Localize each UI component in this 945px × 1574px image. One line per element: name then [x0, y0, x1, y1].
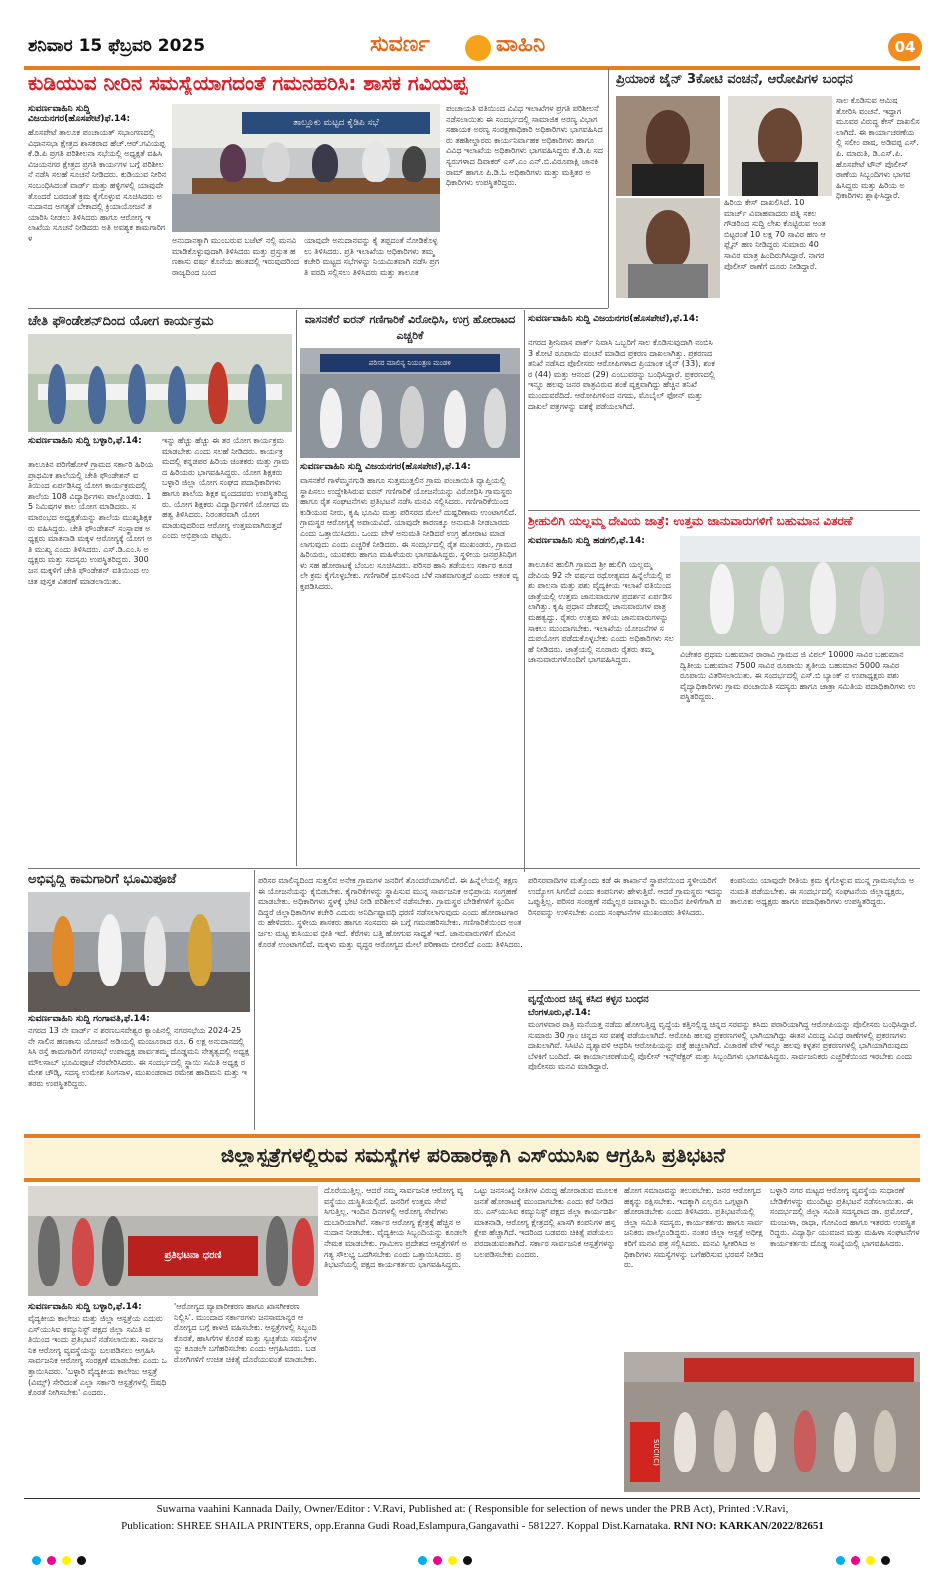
section-divider: [28, 308, 608, 309]
yellow-mark: [448, 1556, 457, 1565]
story1-headline: ಕುಡಿಯುವ ನೀರಿನ ಸಮಸ್ಯೆಯಾಗದಂತೆ ಗಮನಹರಿಸಿ: ಶಾಸಕ ಗವಿಯಪ್ಪ: [28, 71, 468, 95]
official-figure: [710, 564, 734, 634]
story7-photo: [28, 892, 250, 1012]
meeting-banner: ತಾಲ್ಲೂಕು ಮಟ್ಟದ ಕೈಡಿಪಿ ಸಭೆ: [242, 112, 430, 134]
story1-photo: [172, 104, 440, 232]
story10-photo-left: [28, 1186, 318, 1296]
story6-col1: ತಾಲೂಕಿನ ಹುಲಿಗಿ ಗ್ರಾಮದ ಶ್ರೀ ಹುಲಿಗಿ ಯಲ್ಲಮ್ಮ ದೇವಿಯ 92 ನೇ ವರ್ಷದ ರಥೋತ್ಸವದ ಹಿನ್ನೆಲೆಯಲ್ಲಿ ಪಶು ಪಾಲನಾ ಮತ್ತು ಪಶು ವೈದ್ಯಕೀಯ ಇಲಾಖೆ ವತಿಯಿಂದ ಜಾತ್ರೆಯಲ್ಲಿ ಉತ್ತಮ ಜಾನುವಾರುಗಳ ಪ್ರದರ್ಶನ ಏರ್ಪಡಿಸಲಾಗಿತ್ತು. ಕೃಷಿ ಪ್ರಧಾನ ದೇಶದಲ್ಲಿ ಜಾನುವಾರುಗಳ ಪಾತ್ರ ಮಹತ್ವದ್ದು. ರೈತರು ಉತ್ತಮ ತಳಿಯ ಜಾನುವಾರುಗಳನ್ನು ಸಾಕಲು ಮುಂದಾಗಬೇಕು. ಇಲಾಖೆಯ ಯೋಜನೆಗಳ ಸದುಪಯೋಗ ಪಡೆದುಕೊಳ್ಳಬೇಕು ಎಂದು ಅಧಿಕಾರಿಗಳು ಸಲಹೆ ನೀಡಿದರು. ಜಾತ್ರೆಯಲ್ಲಿ ನೂರಾರು ರೈತರು ತಮ್ಮ ಜಾನುವಾರುಗಳೊಂದಿಗೆ ಭಾಗವಹಿಸಿದ್ದರು.: [528, 560, 674, 665]
cmyk-marks-left: [32, 1556, 122, 1566]
story10-col1: ವೈದ್ಯಕೀಯ ಕಾಲೇಜು ಮತ್ತು ಜಿಲ್ಲಾ ಆಸ್ಪತ್ರೆಯ ಎದುರು ಎಸ್‌ಯುಸಿಐ ಕಮ್ಯುನಿಸ್ಟ್ ಪಕ್ಷದ ಜಿಲ್ಲಾ ಸಮಿತಿ ವತಿಯಿಂದ ಇಂದು ಪ್ರತಿಭಟನೆ ನಡೆಸಲಾಯಿತು. ಸಾರ್ವಜನಿಕ ಆರೋಗ್ಯ ವ್ಯವಸ್ಥೆಯನ್ನು ಬಲಪಡಿಸಲು ಆಗ್ರಹಿಸಿ ಸಾರ್ವಜನಿಕ ಆರೋಗ್ಯ ಸಂರಕ್ಷಣೆ ಮಾಡಬೇಕು ಎಂದು ಒತ್ತಾಯಿಸಿದರು. 'ಬಳ್ಳಾರಿ ವೈದ್ಯಕೀಯ ಕಾಲೇಜು ಆಸ್ಪತ್ರೆ (ವಿಮ್ಸ್) ಸೇರಿದಂತೆ ಎಲ್ಲಾ ಸರ್ಕಾರಿ ಆಸ್ಪತ್ರೆಗಳಲ್ಲಿ ಔಷಧಿ ಕೊರತೆ ನೀಗಿಸಬೇಕು' ಎಂದರು.: [28, 1314, 167, 1398]
protester-figure: [754, 1412, 776, 1472]
story8-col2: ಪರಿಸರವಾದಿಗಳ ಮತ್ತೊಂದು ಕಡೆ ಈ ಕಾರ್ಖಾನೆ ಸ್ಥಾಪನೆಯಿಂದ ಸ್ಥಳೀಯರಿಗೆ ಉದ್ಯೋಗ ಸಿಗಲಿದೆ ಎಂದು ಕಂಪನಿಗಳು ಹೇಳುತ್ತಿವೆ. ಆದರೆ ಗ್ರಾಮಸ್ಥರು ಇದನ್ನು ಒಪ್ಪುತ್ತಿಲ್ಲ. ಪರಿಸರ ಸಂರಕ್ಷಣೆ ನಮ್ಮೆಲ್ಲರ ಜವಾಬ್ದಾರಿ. ಮುಂದಿನ ಪೀಳಿಗೆಗಾಗಿ ಪರಿಸರವನ್ನು ಉಳಿಸಬೇಕು ಎಂದು ಸಂಘಟನೆಗಳ ಮುಖಂಡರು ತಿಳಿಸಿದರು.: [528, 876, 724, 917]
issue-date: ಶನಿವಾರ 15 ಫೆಬ್ರವರಿ 2025: [28, 36, 206, 56]
protester-figure: [360, 390, 382, 448]
story4-headline: ವಾಸನಕೆರೆ ಐರನ್ ಗಣಿಗಾರಿಕೆ ವಿರೋಧಿಸಿ, ಉಗ್ರ ಹೋರಾಟದ ಎಚ್ಚರಿಕೆ: [304, 313, 516, 342]
protester-figure: [320, 388, 342, 448]
story1-col4: ಪಂಚಾಯತಿ ವತಿಯಿಂದ ವಿವಿಧ ಇಲಾಖೆಗಳ ಪ್ರಗತಿ ಪರಿಶೀಲನೆ ನಡೆಸಲಾಯಿತು ಈ ಸಂದರ್ಭದಲ್ಲಿ ಸಾಮಾಜಿಕ ಅರಣ್ಯ ವಿಭಾಗ ಸಹಾಯಕ ಅರಣ್ಯ ಸಂರಕ್ಷಣಾಧಿಕಾರಿ ಅಧಿಕಾರಿಗಳು ಭಾಗವಹಿಸಿದರು ತಹಶೀಲ್ದಾರರು ಕಾರ್ಯನಿರ್ವಾಹಕ ಅಧಿಕಾರಿಗಳು ಹಾಗೂ ವಿವಿಧ ಇಲಾಖೆಯ ಅಧಿಕಾರಿಗಳು ಭಾಗವಹಿಸಿದ್ದರು ಕೆ.ಡಿ.ಪಿ ಸದಸ್ಯರುಗಳಾದ ದಿವಾಕರ್ ಎಸ್.ಎಂ ಎನ್.ಬಿ.ವಿರೂಪಾಕ್ಷಿ ಜಾನಕಿ ರಾಮ್ ಹಾಗೂ ಪಿ.ಡಿ.ಓ ಅಧಿಕಾರಿಗಳು ಮತ್ತು ಮತ್ತಿತರ ಅಧಿಕಾರಿಗಳು ಉಪಸ್ಥಿತರಿದ್ದರು.: [446, 104, 603, 188]
story1-col2: ಅನುದಾನಕ್ಕಾಗಿ ಮುಂಬರುವ ಬಜೆಟ್ ನಲ್ಲಿ ಮನವಿ ಮಾಡಿಕೊಳ್ಳುವುದಾಗಿ ತಿಳಿಸಿದರು ಮತ್ತು ಪ್ರಸ್ತುತ ಹಣಕಾಸು ವರ್ಷ ಕೊನೆಯ ಹಂತದಲ್ಲಿ ಇರುವುದರಿಂದ ರಾಜ್ಯದಿಂದ ಬಂದ: [172, 236, 300, 277]
cyan-mark: [418, 1556, 427, 1565]
story7-body: ನಗರದ 13 ನೇ ವಾರ್ಡ್ ನ ಶರಣಬಸವೇಶ್ವರ ಕ್ಯಾಂಪಿನಲ್ಲಿ ನಗರಸಭೆಯ 2024-25 ನೇ ಸಾಲಿನ ಹಣಕಾಸು ಯೋಜನೆ ಅಡಿಯಲ್ಲಿ ಮಂಜೂರಾದ ರೂ. 6 ಲಕ್ಷ ಅನುದಾನದಲ್ಲಿ ಸಿಸಿ ರಸ್ತೆ ಕಾಮಗಾರಿಗೆ ನಗರಸಭೆ ಉಪಾಧ್ಯಕ್ಷ ಪಾರ್ವತಮ್ಮ ದೊಡ್ಡಮನಿ ನೇತೃತ್ವದಲ್ಲಿ ಅಧ್ಯಕ್ಷ ಮೌಲಸಾಬ್ ಭೂಮಿಪೂಜೆ ನೆರವೇರಿಸಿದರು. ಈ ಸಂದರ್ಭದಲ್ಲಿ ಸ್ಥಾಯಿ ಸಮಿತಿ ಅಧ್ಯಕ್ಷ ರಮೇಶ ಚೌಡ್ಕಿ, ಸದಸ್ಯ ಉಮೇಶ ಸಿಂಗನಾಳ, ಮುಖಂಡರಾದ ರಮೇಶ ಹಾದಿಮನಿ ಮತ್ತು ಇತರರು ಉಪಸ್ಥಿತರಿದ್ದರು.: [28, 1026, 250, 1088]
student-figure: [48, 364, 66, 424]
column-divider: [296, 310, 297, 866]
masthead-left: ಸುವರ್ಣ: [370, 32, 430, 57]
magenta-mark: [47, 1556, 56, 1565]
story9-lead: ಬೆಂಗಳೂರು,ಫೆ.14:: [528, 1008, 591, 1018]
accused-photo-1: [616, 96, 720, 196]
banner-rule-bottom: [24, 1178, 920, 1182]
protester-figure: [834, 1412, 856, 1472]
story4-body: ವಾಸನಕೆರೆ ಗಾಳೆಮ್ಮನಗುಡಿ ಹಾಗೂ ಸುತ್ತಮುತ್ತಲಿನ ಗ್ರಾಮ ಪಂಚಾಯಿತಿ ವ್ಯಾಪ್ತಿಯಲ್ಲಿ ಸ್ಥಾಪಿಸಲು ಉದ್ದೇಶಿಸಿರುವ ಐರನ್ ಗಣಿಗಾರಿಕೆ ಯೋಜನೆಯನ್ನು ವಿರೋಧಿಸಿ ಗ್ರಾಮಸ್ಥರು ಹಾಗೂ ರೈತ ಸಂಘಟನೆಗಳು ಪ್ರತಿಭಟನೆ ನಡೆಸಿ ಮನವಿ ಸಲ್ಲಿಸಿದರು. ಗಣಿಗಾರಿಕೆಯಿಂದ ಕುಡಿಯುವ ನೀರು, ಕೃಷಿ ಭೂಮಿ ಮತ್ತು ಪರಿಸರದ ಮೇಲೆ ದುಷ್ಪರಿಣಾಮ ಉಂಟಾಗಲಿದೆ. ಗ್ರಾಮಸ್ಥರ ಆರೋಗ್ಯಕ್ಕೆ ಅಪಾಯವಿದೆ. ಯಾವುದೇ ಕಾರಣಕ್ಕೂ ಅನುಮತಿ ನೀಡಬಾರದು ಎಂದು ಒತ್ತಾಯಿಸಿದರು. ಒಂದು ವೇಳೆ ಅನುಮತಿ ನೀಡಿದರೆ ಉಗ್ರ ಹೋರಾಟ ಮಾಡಲಾಗುವುದು ಎಂದು ಎಚ್ಚರಿಕೆ ನೀಡಿದರು. ಈ ಸಂದರ್ಭದಲ್ಲಿ ರೈತ ಮುಖಂಡರು, ಗ್ರಾಮದ ಹಿರಿಯರು, ಯುವಕರು ಹಾಗೂ ಮಹಿಳೆಯರು ಭಾಗವಹಿಸಿದ್ದರು. ಸ್ಥಳೀಯ ಜನಪ್ರತಿನಿಧಿಗಳು ಸಹ ಹೋರಾಟಕ್ಕೆ ಬೆಂಬಲ ಸೂಚಿಸಿದರು. ಪರಿಸರ ಹಾನಿ ತಡೆಯಲು ಸರ್ಕಾರ ಕೂಡಲೇ ಕ್ರಮ ಕೈಗೊಳ್ಳಬೇಕು. ಗಣಿಗಾರಿಕೆ ಧೂಳಿನಿಂದ ಬೆಳೆ ನಾಶವಾಗುತ್ತದೆ ಎಂದು ಆತಂಕ ವ್ಯಕ್ತಪಡಿಸಿದರು.: [300, 476, 519, 591]
official-figure: [144, 916, 166, 986]
story7-lead: ಸುವರ್ಣವಾಹಿನಿ ಸುದ್ದಿ ಗಂಗಾವತಿ,ಫೆ.14:: [28, 1014, 150, 1024]
footer-line2: [0, 1520, 945, 1532]
story10-col4: ಒಟ್ಟು ಜನಸಂಖ್ಯೆ ನೀತಿಗಳ ವಿರುದ್ಧ ಹೋರಾಡುವ ಮೂಲಕ ಜನತೆ ಹೋರಾಟಕ್ಕೆ ಮುಂದಾಗಬೇಕು ಎಂದು ಕರೆ ನೀಡಿದರು. ಎಸ್‌ಯುಸಿಐ ಕಮ್ಯುನಿಸ್ಟ್ ಪಕ್ಷದ ಜಿಲ್ಲಾ ಕಾರ್ಯದರ್ಶಿ ಮಾತನಾಡಿ, ಆರೋಗ್ಯ ಕ್ಷೇತ್ರದಲ್ಲಿ ಖಾಸಗಿ ಕಂಪನಿಗಳ ಹಸ್ತಕ್ಷೇಪ ಹೆಚ್ಚಾಗಿದೆ. ಇದರಿಂದ ಬಡವರು ಚಿಕಿತ್ಸೆ ಪಡೆಯಲು ಪರದಾಡುವಂತಾಗಿದೆ. ಸರ್ಕಾರ ಸಾರ್ವಜನಿಕ ಆಸ್ಪತ್ರೆಗಳನ್ನು ಬಲಪಡಿಸಬೇಕು ಎಂದರು.: [474, 1186, 618, 1259]
section-divider: [528, 510, 920, 511]
story2-headline: ಪ್ರಿಯಾಂಕ ಜೈನ್ 3ಕೋಟಿ ವಂಚನೆ, ಆರೋಪಿಗಳ ಬಂಧನ: [616, 72, 853, 87]
protester-figure: [266, 1216, 288, 1286]
protester-figure: [38, 1216, 60, 1286]
shoulders-figure: [628, 264, 708, 298]
attendee-figure: [220, 144, 246, 182]
column-divider: [524, 310, 525, 872]
story6-photo: [680, 536, 920, 646]
story3-lead: ಸುವರ್ಣವಾಹಿನಿ ಸುದ್ದಿ ಬಳ್ಳಾರಿ,ಫೆ.14:: [28, 436, 142, 446]
sun-icon: [465, 35, 491, 61]
placard-row: [38, 384, 282, 400]
masthead-right: ವಾಹಿನಿ: [496, 32, 546, 57]
cyan-mark: [32, 1556, 41, 1565]
story10-col5: ಹೋಗ ಸಮಾಜವನ್ನು ತಲುಪಬೇಕು. ಜನರ ಆರೋಗ್ಯದ ಹಕ್ಕನ್ನು ರಕ್ಷಿಸಬೇಕು. ಇದಕ್ಕಾಗಿ ಎಲ್ಲರೂ ಒಗ್ಗಟ್ಟಾಗಿ ಹೋರಾಡಬೇಕು ಎಂದು ತಿಳಿಸಿದರು. ಪ್ರತಿಭಟನೆಯಲ್ಲಿ ಜಿಲ್ಲಾ ಸಮಿತಿ ಸದಸ್ಯರು, ಕಾರ್ಯಕರ್ತರು ಹಾಗೂ ಸಾರ್ವಜನಿಕರು ಪಾಲ್ಗೊಂಡಿದ್ದರು. ನಂತರ ಜಿಲ್ಲಾ ಆಸ್ಪತ್ರೆ ಅಧೀಕ್ಷಕರಿಗೆ ಮನವಿ ಪತ್ರ ಸಲ್ಲಿಸಿದರು. ಮನವಿ ಸ್ವೀಕರಿಸಿದ ಅಧಿಕಾರಿಗಳು ಸಮಸ್ಯೆಗಳನ್ನು ಬಗೆಹರಿಸುವ ಭರವಸೆ ನೀಡಿದರು.: [624, 1186, 764, 1270]
shoulders-figure: [742, 162, 818, 196]
story10-lead: ಸುವರ್ಣವಾಹಿನಿ ಸುದ್ದಿ ಬಳ್ಳಾರಿ,ಫೆ.14:: [28, 1302, 142, 1312]
face-figure: [758, 108, 802, 166]
protester-figure: [400, 386, 424, 448]
dharna-banner: [684, 1358, 914, 1382]
story10-headline: ಜಿಲ್ಲಾಸ್ಪತ್ರೆಗಳಲ್ಲಿರುವ ಸಮಸ್ಯೆಗಳ ಪರಿಹಾರಕ್ಕಾಗಿ ಎಸ್‌ಯುಸಿಐ ಆಗ್ರಹಿಸಿ ಪ್ರತಿಭಟನೆ: [220, 1143, 726, 1167]
attendee-figure: [262, 142, 290, 182]
story2-col1: ಹಿರಿಯ ಕೇಸ್ ದಾಖಲಿಸಿದೆ. 10 ಮಾರ್ಚ್ ವಿವಾಹವಾದರು ಪತ್ನಿ ಸಕಲಗೌಡರಿಂದ ಸುದ್ದಿ ಲೇಖ ಕೊಟ್ಟಿರುವ ಅಂತ ಬಿಟ್ಟರಂತೆ 10 ಲಕ್ಷ 70 ಸಾವಿರ ಹಣ ಆಫ್ಲೈನ್ ಹಣ ನೀಡಿದ್ದರು ಸುಮಾರು 40 ಸಾವಿರ ಮಾತ್ರ ಹಿಂದಿರುಗಿಸಿದ್ದಾರೆ. ನಾಗರ ಪೊಲೀಸ್ ಠಾಣೆಗೆ ದೂರು ನೀಡಿದ್ದಾರೆ.: [724, 198, 826, 271]
story3-col2: ಇನ್ನು ಹೆಚ್ಚು ಹೆಚ್ಚು ಈ ತರ ಯೋಗ ಕಾರ್ಯಕ್ರಮ ಮಾಡಬೇಕು ಎಂದು ಸಲಹೆ ನೀಡಿದರು. ಕಾರ್ಯಕ್ರಮದಲ್ಲಿ ಕನ್ನಡಪರ ಹಿರಿಯ ಚಿಂತಕರು ಮತ್ತು ಗ್ರಾಮದ ಹಿರಿಯರು ಭಾಗವಹಿಸಿದ್ದರು. ಯೋಗ ಶಿಕ್ಷಕರು ಬಳ್ಳಾರಿ ಜಿಲ್ಲಾ ಯೋಗ ಸಂಘದ ಪದಾಧಿಕಾರಿಗಳು ಹಾಗೂ ಶಾಲೆಯ ಶಿಕ್ಷಕ ವೃಂದದವರು ಉಪಸ್ಥಿತರಿದ್ದರು. ಯೋಗ ಶಿಕ್ಷಕರು ವಿದ್ಯಾರ್ಥಿಗಳಿಗೆ ಯೋಗದ ಮಹತ್ವ ತಿಳಿಸಿದರು. ನಿರಂತರವಾಗಿ ಯೋಗ ಮಾಡುವುದರಿಂದ ಆರೋಗ್ಯ ಉತ್ತಮವಾಗಿರುತ್ತದೆ ಎಂದು ಅಭಿಪ್ರಾಯ ಪಟ್ಟರು.: [162, 436, 290, 541]
section-divider: [28, 868, 920, 869]
section-divider: [528, 990, 920, 991]
protester-figure: [102, 1216, 124, 1286]
protester-figure: [444, 390, 466, 448]
story1-col1: ಹೊಸಪೇಟೆ ತಾಲೂಕ ಪಂಚಾಯತ್ ಸಭಾಂಗಣದಲ್ಲಿ ವಿಧಾನಸಭಾ ಕ್ಷೇತ್ರದ ಶಾಸಕರಾದ ಹೆಚ್.ಆರ್.ಗವಿಯಪ್ಪ ಕೆ.ಡಿ.ಪಿ ಪ್ರಗತಿ ಪರಿಶೀಲನಾ ಸಭೆಯಲ್ಲಿ ಅಧ್ಯಕ್ಷತೆ ವಹಿಸಿ ವಿಜಯನಗರ ಕ್ಷೇತ್ರದ ಪ್ರಗತಿ ಕಾರ್ಯಗಳ ಬಗ್ಗೆ ಪರಿಶೀಲನೆ ನಡೆಸಿ ಸಲಹೆ ಸೂಚನೆ ನೀಡಿದರು. ಕುಡಿಯುವ ನೀರಿನ ಸಂಬಂಧಿಸಿದಂತೆ ವಾರ್ಡ್ ಮತ್ತು ಹಳ್ಳಿಗಳಲ್ಲಿ ಯಾವುದೇ ತೊಂದರೆ ಬರದಂತೆ ಕ್ರಮ ಕೈಗೊಳ್ಳುವ ಸೂಚಿಸಿದರು ಅನುದಾನದ ಅಗತ್ಯತೆ ಬೇಕಾದಲ್ಲಿ ಕ್ರಿಯಾಯೋಜನೆ ತಯಾರಿಸಿ ನೀಡಲು ತಿಳಿಸಿದರು ಹಾಗೂ ಆರೋಗ್ಯ ಇಲಾಖೆಯ ಸೂಚನೆ ನೀಡಿದರು ಅತಿ ಅವಶ್ಯಕ ಕಾಮಗಾರಿಗಳ: [28, 128, 167, 243]
teacher-figure: [208, 362, 228, 424]
header-rule: [24, 66, 920, 70]
official-figure: [760, 566, 784, 634]
story6-lead: ಸುವರ್ಣವಾಹಿನಿ ಸುದ್ದಿ ಹಡಗಲಿ,ಫೆ.14:: [528, 536, 645, 546]
story7-headline: ಅಭಿವೃದ್ಧಿ ಕಾಮಗಾರಿಗೆ ಭೂಮಿಪೂಜೆ: [28, 872, 177, 887]
attendee-figure: [402, 146, 426, 182]
footer-line1: Suwarna vaahini Kannada Daily, Owner/Editor : V.Ravi, Published at: ( Responsible for selection of news under the PRB Act), Printed :V.Ravi,: [156, 1503, 789, 1515]
office-sign: ಪರಿಸರ ಮಾಲಿನ್ಯ ನಿಯಂತ್ರಣ ಮಂಡಳಿ: [320, 354, 500, 372]
rni-number: RNI NO: KARKAN/2022/82651: [673, 1520, 824, 1532]
magenta-mark: [433, 1556, 442, 1565]
accused-photo-3: [616, 198, 720, 298]
accused-photo-2: [728, 96, 832, 196]
worker-figure: [52, 916, 74, 986]
story3-photo: [28, 334, 292, 432]
protester-figure: [874, 1410, 896, 1472]
official-figure: [188, 914, 212, 986]
tent-roof: [680, 536, 920, 562]
masthead-logo: [370, 32, 580, 64]
photo-floor: [172, 194, 440, 232]
story10-col3: ದೊರೆಯುತ್ತಿಲ್ಲ. ಆದರೆ ನಮ್ಮ ಸಾರ್ವಜನಿಕ ಆರೋಗ್ಯ ವ್ಯವಸ್ಥೆಯು ದುಸ್ಥಿತಿಯಲ್ಲಿದೆ. ಜನರಿಗೆ ಉತ್ತಮ ಸೇವೆ ಸಿಗುತ್ತಿಲ್ಲ. ಇಂದಿನ ದಿನಗಳಲ್ಲಿ ಆರೋಗ್ಯ ಸೇವೆಗಳು ದುಬಾರಿಯಾಗಿವೆ. ಸರ್ಕಾರ ಆರೋಗ್ಯ ಕ್ಷೇತ್ರಕ್ಕೆ ಹೆಚ್ಚಿನ ಅನುದಾನ ನೀಡಬೇಕು. ವೈದ್ಯಕೀಯ ಸಿಬ್ಬಂದಿಯನ್ನು ಕೂಡಲೇ ನೇಮಕ ಮಾಡಬೇಕು. ಗ್ರಾಮೀಣ ಪ್ರದೇಶದ ಆಸ್ಪತ್ರೆಗಳಿಗೆ ಅಗತ್ಯ ಸೌಲಭ್ಯ ಒದಗಿಸಬೇಕು ಎಂದು ಒತ್ತಾಯಿಸಿದರು. ಪ್ರತಿಭಟನೆಯಲ್ಲಿ ಪಕ್ಷದ ಕಾರ್ಯಕರ್ತರು ಭಾಗವಹಿಸಿದ್ದರು.: [324, 1186, 467, 1270]
story1-lead: ಸುವರ್ಣವಾಹಿನಿ ಸುದ್ದಿ ವಿಜಯನಗರ(ಹೊಸಪೇಟೆ)ಫೆ.14:: [28, 104, 131, 124]
story10-col2: 'ಆರೋಗ್ಯದ ವ್ಯಾಪಾರೀಕರಣ ಹಾಗೂ ಖಾಸಗೀಕರಣ ನಿಲ್ಲಿಸಿ'. ಮುಂದಾದ ಸರ್ಕಾರಗಳು ಜನಸಾಮಾನ್ಯರ ಆರೋಗ್ಯದ ಬಗ್ಗೆ ಕಾಳಜಿ ವಹಿಸಬೇಕು. ಆಸ್ಪತ್ರೆಗಳಲ್ಲಿ ಸಿಬ್ಬಂದಿ ಕೊರತೆ, ಹಾಸಿಗೆಗಳ ಕೊರತೆ ಮತ್ತು ಸ್ವಚ್ಛತೆಯ ಸಮಸ್ಯೆಗಳನ್ನು ಕೂಡಲೇ ಬಗೆಹರಿಸಬೇಕು ಎಂದು ಆಗ್ರಹಿಸಿದರು. ಬಡ ರೋಗಿಗಳಿಗೆ ಉಚಿತ ಚಿಕಿತ್ಸೆ ದೊರೆಯುವಂತೆ ಮಾಡಬೇಕು.: [174, 1302, 317, 1364]
student-figure: [88, 366, 106, 424]
cmyk-marks-center: [418, 1556, 508, 1566]
protester-figure: [674, 1412, 696, 1472]
face-figure: [646, 210, 690, 268]
story8-col1: ಪರಿಸರ ಮಾಲಿನ್ಯದಿಂದ ಸುತ್ತಲಿನ ಅನೇಕ ಗ್ರಾಮಗಳ ಜನರಿಗೆ ತೊಂದರೆಯಾಗಲಿದೆ. ಈ ಹಿನ್ನೆಲೆಯಲ್ಲಿ ತಕ್ಷಣ ಈ ಯೋಜನೆಯನ್ನು ಕೈಬಿಡಬೇಕು. ಕೈಗಾರಿಕೆಗಳನ್ನು ಸ್ಥಾಪಿಸುವ ಮುನ್ನ ಸಾರ್ವಜನಿಕ ಅಭಿಪ್ರಾಯ ಸಂಗ್ರಹಣೆ ಮಾಡಬೇಕು. ಅಧಿಕಾರಿಗಳು ಸ್ಥಳಕ್ಕೆ ಭೇಟಿ ನೀಡಿ ಪರಿಶೀಲನೆ ನಡೆಸಬೇಕು. ಗ್ರಾಮಸ್ಥರ ಬೇಡಿಕೆಗಳಿಗೆ ಸ್ಪಂದಿಸದಿದ್ದರೆ ಜಿಲ್ಲಾಧಿಕಾರಿಗಳ ಕಚೇರಿ ಎದುರು ಅನಿರ್ದಿಷ್ಟಾವಧಿ ಧರಣಿ ನಡೆಸಲಾಗುವುದು ಎಂದು ಹೋರಾಟಗಾರರು ಹೇಳಿದರು. ಸ್ಥಳೀಯ ಶಾಸಕರು ಹಾಗೂ ಸಂಸದರು ಈ ಬಗ್ಗೆ ಗಮನಹರಿಸಬೇಕು. ಗಣಿಗಾರಿಕೆಯಿಂದ ಅಂತರ್ಜಲ ಮಟ್ಟ ಕುಸಿಯುವ ಭೀತಿ ಇದೆ. ಕೆರೆಗಳು ಬತ್ತಿ ಹೋಗುವ ಸಾಧ್ಯತೆ ಇದೆ. ಜಾನುವಾರುಗಳಿಗೆ ಮೇವಿನ ಕೊರತೆ ಉಂಟಾಗಲಿದೆ. ಮಕ್ಕಳು ಮತ್ತು ವೃದ್ಧರ ಆರೋಗ್ಯದ ಮೇಲೆ ಪರಿಣಾಮ ಬೀರಲಿದೆ ಎಂದು ತಿಳಿಸಿದರು.: [258, 876, 523, 949]
student-figure: [128, 364, 146, 424]
shoulders-figure: [632, 164, 704, 196]
protester-figure: [292, 1218, 314, 1286]
footer-rule: [24, 1498, 920, 1499]
publisher-address: Publication: SHREE SHAILA PRINTERS, opp.Eranna Gudi Road,Eslampura,Gangavathi - 581227. Koppal Dist.Karnataka.: [121, 1520, 671, 1532]
story1-col3: ಯಾವುದೇ ಅನುದಾನವನ್ನು ಕೈ ತಪ್ಪದಂತೆ ನೋಡಿಕೊಳ್ಳಲು ತಿಳಿಸಿದರು. ಪ್ರತಿ ಇಲಾಖೆಯ ಅಧಿಕಾರಿಗಳು ತಮ್ಮ ಕಚೇರಿ ಮಟ್ಟದ ಸಭೆಗಳನ್ನು ನಿಯಮಿತವಾಗಿ ನಡೆಸಿ ಪ್ರಗತಿ ವರದಿ ಸಲ್ಲಿಸಲು ತಿಳಿಸಿದರು ಮತ್ತು ತಾಲೂಕ: [304, 236, 440, 277]
story9-body: ಮಂಗಳವಾರ ರಾತ್ರಿ ಮನೆಯತ್ತ ನಡೆದು ಹೋಗುತ್ತಿದ್ದ ವೃದ್ಧೆಯ ಕತ್ತಿನಲ್ಲಿದ್ದ ಚಿನ್ನದ ಸರವನ್ನು ಕಸಿದು ಪರಾರಿಯಾಗಿದ್ದ ಆರೋಪಿಯನ್ನು ಪೊಲೀಸರು ಬಂಧಿಸಿದ್ದಾರೆ. ಸುಮಾರು 30 ಗ್ರಾಂ ಚಿನ್ನದ ಸರ ವಶಕ್ಕೆ ಪಡೆಯಲಾಗಿದೆ. ಆರೋಪಿ ಹಲವು ಪ್ರಕರಣಗಳಲ್ಲಿ ಭಾಗಿಯಾಗಿದ್ದು ಈತನ ವಿರುದ್ಧ ವಿವಿಧ ಠಾಣೆಗಳಲ್ಲಿ ಪ್ರಕರಣಗಳು ದಾಖಲಾಗಿವೆ. ಸಿಸಿಟಿವಿ ದೃಶ್ಯಾವಳಿ ಆಧರಿಸಿ ಆರೋಪಿಯನ್ನು ಪತ್ತೆ ಹಚ್ಚಲಾಗಿದೆ. ವಿಚಾರಣೆ ವೇಳೆ ಇನ್ನೂ ಹಲವು ಕಳ್ಳತನ ಪ್ರಕರಣಗಳಲ್ಲಿ ಭಾಗಿಯಾಗಿರುವುದು ಬೆಳಕಿಗೆ ಬಂದಿದೆ. ಈ ಕಾರ್ಯಾಚರಣೆಯಲ್ಲಿ ಪೊಲೀಸ್ ಇನ್ಸ್‌ಪೆಕ್ಟರ್ ಮತ್ತು ಸಿಬ್ಬಂದಿಗಳು ಭಾಗವಹಿಸಿದ್ದರು. ಸಾರ್ವಜನಿಕರು ಎಚ್ಚರಿಕೆಯಿಂದ ಇರಬೇಕು ಎಂದು ಪೊಲೀಸರು ಮನವಿ ಮಾಡಿದ್ದಾರೆ.: [528, 1020, 917, 1072]
black-mark: [463, 1556, 472, 1565]
magenta-mark: [851, 1556, 860, 1565]
story8-col3: ಕಂಪನಿಯು ಯಾವುದೇ ರೀತಿಯ ಕ್ರಮ ಕೈಗೊಳ್ಳುವ ಮುನ್ನ ಗ್ರಾಮಸಭೆಯ ಅನುಮತಿ ಪಡೆಯಬೇಕು. ಈ ಸಂದರ್ಭದಲ್ಲಿ ಸಂಘಟನೆಯ ಜಿಲ್ಲಾಧ್ಯಕ್ಷರು, ತಾಲೂಕು ಅಧ್ಯಕ್ಷರು ಹಾಗೂ ಪದಾಧಿಕಾರಿಗಳು ಉಪಸ್ಥಿತರಿದ್ದರು.: [730, 876, 915, 907]
official-figure: [860, 566, 884, 634]
yellow-mark: [866, 1556, 875, 1565]
protester-figure: [714, 1410, 736, 1472]
protester-figure: [794, 1410, 816, 1472]
cyan-mark: [836, 1556, 845, 1565]
story9-headline: ವೃದ್ಧೆಯಿಂದ ಚಿನ್ನ ಕಸಿದ ಕಳ್ಳನ ಬಂಧನ: [528, 994, 649, 1005]
attendee-figure: [312, 144, 338, 182]
black-mark: [881, 1556, 890, 1565]
banner-rule-top: [24, 1134, 920, 1138]
story10-col6: ಬಳ್ಳಾರಿ ನಗರ ಮಟ್ಟದ ಆರೋಗ್ಯ ವ್ಯವಸ್ಥೆಯ ಸುಧಾರಣೆ ಬೇಡಿಕೆಗಳನ್ನು ಮುಂದಿಟ್ಟು ಪ್ರತಿಭಟನೆ ನಡೆಸಲಾಯಿತು. ಈ ಸಂದರ್ಭದಲ್ಲಿ ಜಿಲ್ಲಾ ಸಮಿತಿ ಸದಸ್ಯರಾದ ಡಾ. ಪ್ರಮೋದ್, ಮಂಜುಳಾ, ರಾಧಾ, ಗೋವಿಂದ ಹಾಗೂ ಇತರರು ಉಪಸ್ಥಿತರಿದ್ದರು. ವಿದ್ಯಾರ್ಥಿ ಯುವಜನ ಮತ್ತು ಮಹಿಳಾ ಸಂಘಟನೆಗಳ ಕಾರ್ಯಕರ್ತರು ದೊಡ್ಡ ಸಂಖ್ಯೆಯಲ್ಲಿ ಭಾಗವಹಿಸಿದರು.: [770, 1186, 920, 1248]
attendee-figure: [362, 142, 390, 182]
column-divider: [608, 68, 609, 308]
protester-figure: [72, 1218, 94, 1286]
column-divider: [254, 870, 255, 1130]
yellow-mark: [62, 1556, 71, 1565]
story10-photo-right: [624, 1352, 920, 1492]
black-mark: [77, 1556, 86, 1565]
protest-banner: ಪ್ರತಿಭಟನಾ ಧರಣಿ: [128, 1236, 258, 1276]
official-figure: [98, 914, 122, 986]
story3-headline: ಚೇತಿ ಫೌಂಡೇಶನ್‌ದಿಂದ ಯೋಗ ಕಾರ್ಯಕ್ರಮ: [28, 314, 214, 329]
protester-figure: [484, 388, 506, 448]
story6-col2: ವಿಜೇತರ ಪ್ರಥಮ ಬಹುಮಾನ ರಾರಾವಿ ಗ್ರಾಮದ ಜಿ ವಿಠಲ್ 10000 ಸಾವಿರ ಬಹುಮಾನ ದ್ವಿತೀಯ ಬಹುಮಾನ 7500 ಸಾವಿರ ರೂಪಾಯಿ ತೃತೀಯ ಬಹುಮಾನ 5000 ಸಾವಿರ ರೂಪಾಯಿ ವಿತರಿಸಲಾಯಿತು. ಈ ಸಂದರ್ಭದಲ್ಲಿ ಎಸ್.ಬಿ ಬ್ಯಾಂಕ್ ನ ಉಪಾಧ್ಯಕ್ಷರು ಪಶು ವೈದ್ಯಾಧಿಕಾರಿಗಳು ಗ್ರಾಮ ಪಂಚಾಯಿತಿ ಸದಸ್ಯರು ಹಾಗೂ ಜಾತ್ರಾ ಸಮಿತಿಯ ಪದಾಧಿಕಾರಿಗಳು ಉಪಸ್ಥಿತರಿದ್ದರು.: [680, 650, 916, 702]
story4-lead: ಸುವರ್ಣವಾಹಿನಿ ಸುದ್ದಿ ವಿಜಯನಗರ(ಹೊಸಪೇಟೆ),ಫೆ.14:: [300, 462, 471, 472]
face-figure: [646, 110, 690, 168]
story4-photo: [300, 348, 520, 458]
story2-col2: ಸಾಲ ಕೊಡಿಸುವ ಆಮಿಷ ತೋರಿಸಿ ವಂಚನೆ. ಇದ್ದಾಗ ಮೂವರ ವಿರುದ್ಧ ಕೇಸ್ ದಾಖಲಿಸಲಾಗಿದೆ. ಈ ಕಾರ್ಯಾಚರಣೆಯಲ್ಲಿ ಸಲೀಂ ಪಾಷ, ಅಡಿವಪ್ಪ ಎಸ್.ಪಿ. ಮಾರುತಿ, ಡಿ.ಎಸ್.ಪಿ. ಹೊಸಪೇಟೆ ಟೌನ್ ಪೊಲೀಸ್ ಠಾಣೆಯ ಸಿಬ್ಬಂದಿಗಳು ಭಾಗವಹಿಸಿದ್ದರು ಮತ್ತು ಹಿರಿಯ ಅಧಿಕಾರಿಗಳು ಶ್ಲಾಘಿಸಿದ್ದಾರೆ.: [836, 96, 920, 201]
cmyk-marks-right: [836, 1556, 926, 1566]
story5-body: ನಗರದ ಶ್ರೀನಿವಾಸ ಪಾರ್ಕ್ ನಿವಾಸಿ ಒಬ್ಬರಿಗೆ ಸಾಲ ಕೊಡಿಸುವುದಾಗಿ ನಂಬಿಸಿ 3 ಕೋಟಿ ರೂಪಾಯಿ ವಂಚನೆ ಮಾಡಿದ ಪ್ರಕರಣ ದಾಖಲಾಗಿತ್ತು. ಪ್ರಕರಣದ ತನಿಖೆ ನಡೆಸಿದ ಪೊಲೀಸರು ಆರೋಪಿಗಳಾದ ಪ್ರಿಯಾಂಕ ಜೈನ್ (33), ಶಂಕರ (44) ಮತ್ತು ಆನಂದ (29) ಎಂಬುವರನ್ನು ಬಂಧಿಸಿದ್ದಾರೆ. ಪ್ರಕರಣದಲ್ಲಿ ಇನ್ನೂ ಹಲವು ಜನರ ಪಾತ್ರವಿರುವ ಶಂಕೆ ವ್ಯಕ್ತವಾಗಿದ್ದು ಹೆಚ್ಚಿನ ತನಿಖೆ ಮುಂದುವರೆದಿದೆ. ಆರೋಪಿಗಳಿಂದ ನಗದು, ಮೊಬೈಲ್ ಫೋನ್ ಮತ್ತು ದಾಖಲೆ ಪತ್ರಗಳನ್ನು ವಶಕ್ಕೆ ಪಡೆಯಲಾಗಿದೆ.: [528, 338, 715, 411]
student-figure: [168, 366, 186, 424]
story5-lead: ಸುವರ್ಣವಾಹಿನಿ ಸುದ್ದಿ ವಿಜಯನಗರ(ಹೊಸಪೇಟೆ),ಫೆ.14:: [528, 314, 699, 324]
story3-col1: ತಾಲೂಕಿನ ಪರಿಗೆಹೋಳೆ ಗ್ರಾಮದ ಸರ್ಕಾರಿ ಹಿರಿಯ ಪ್ರಾಥಮಿಕ ಶಾಲೆಯಲ್ಲಿ ಚೇತಿ ಫೌಂಡೇಶನ್ ವತಿಯಿಂದ ಏರ್ಪಡಿಸಿದ್ದ ಯೋಗ ಕಾರ್ಯಕ್ರಮದಲ್ಲಿ ಶಾಲೆಯ 108 ವಿದ್ಯಾರ್ಥಿಗಳು ಪಾಲ್ಗೊಂಡರು. 15 ನಿಮಿಷಗಳ ಕಾಲ ಯೋಗ ಮಾಡಿದರು. ಸಮಾರಂಭದ ಅಧ್ಯಕ್ಷತೆಯನ್ನು ಶಾಲೆಯ ಮುಖ್ಯಶಿಕ್ಷಕರು ವಹಿಸಿದ್ದರು. ಚೇತಿ ಫೌಂಡೇಶನ್ ಸಂಸ್ಥಾಪಕ ಅಧ್ಯಕ್ಷರು ಮಾತನಾಡಿ ಮಕ್ಕಳ ಆರೋಗ್ಯಕ್ಕೆ ಯೋಗ ಅತಿ ಮುಖ್ಯ ಎಂದು ತಿಳಿಸಿದರು. ಎಸ್.ಡಿ.ಎಂ.ಸಿ ಅಧ್ಯಕ್ಷರು ಮತ್ತು ಸದಸ್ಯರು ಉಪಸ್ಥಿತರಿದ್ದರು. 300 ಜನ ಮಕ್ಕಳಿಗೆ ಚೇತಿ ಫೌಂಡೇಶನ್ ವತಿಯಿಂದ ಉಚಿತ ಪುಸ್ತಕ ವಿತರಣೆ ಮಾಡಲಾಯಿತು.: [28, 460, 154, 586]
story6-headline: ಶ್ರೀಹುಲಿಗಿ ಯಲ್ಲಮ್ಮ ದೇವಿಯ ಜಾತ್ರೆ: ಉತ್ತಮ ಜಾನುವಾರುಗಳಿಗೆ ಬಹುಮಾನ ವಿತರಣೆ: [528, 514, 853, 528]
photo-sky: [28, 1186, 318, 1216]
page-number: 04: [888, 33, 922, 61]
party-placard: SUCI(C): [630, 1422, 660, 1482]
official-figure: [810, 562, 836, 634]
student-figure: [248, 364, 266, 424]
